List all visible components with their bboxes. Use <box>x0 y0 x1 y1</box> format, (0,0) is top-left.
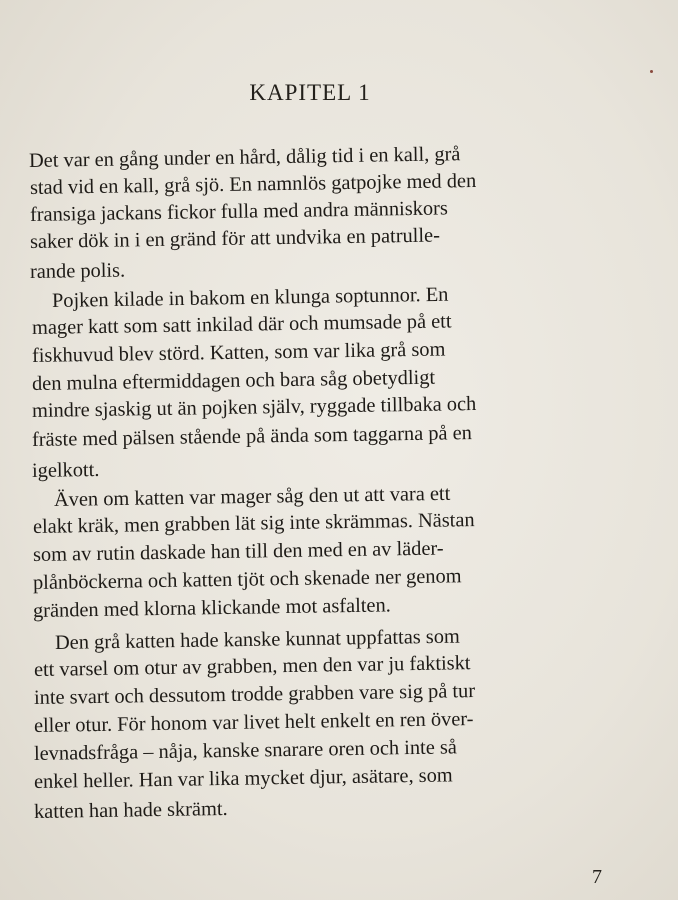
text-line: fiskhuvud blev störd. Katten, som var lika grå som <box>31 338 446 367</box>
text-line: ett varsel om otur av grabben, men den var ju faktiskt <box>33 652 471 681</box>
paper-speck <box>650 70 653 73</box>
text-line: Pojken kilade in bakom en klunga soptunnor. En <box>51 283 449 312</box>
text-line: Även om katten var mager såg den ut att vara ett <box>53 482 451 511</box>
page-number: 7 <box>592 866 602 888</box>
text-line: plånböckerna och katten tjöt och skenade ner genom <box>32 565 462 594</box>
text-line: gränden med klorna klickande mot asfalten. <box>32 594 391 622</box>
text-line: mindre sjaskig ut än pojken själv, ryggade tillbaka och <box>31 393 477 422</box>
text-line: rande polis. <box>29 259 126 283</box>
text-line: fräste med pälsen stående på ända som taggarna på en <box>31 422 473 451</box>
text-line: saker dök in i en gränd för att undvika en patrulle- <box>29 224 441 253</box>
text-line: elakt kräk, men grabben lät sig inte skrämmas. Nästan <box>32 509 475 538</box>
text-line: Det var en gång under en hård, dålig tid i en kall, grå <box>28 143 461 172</box>
text-line: katten han hade skrämt. <box>33 797 228 823</box>
text-line: inte svart och dessutom trodde grabben vare sig på tur <box>33 680 476 709</box>
text-line: enkel heller. Han var lika mycket djur, asätare, som <box>33 764 453 793</box>
text-line: Den grå katten hade kanske kunnat uppfattas som <box>54 625 460 654</box>
text-line: igelkott. <box>31 458 100 482</box>
text-line: levnadsfråga – nåja, kanske snarare oren och inte så <box>33 736 458 765</box>
text-line: eller otur. För honom var livet helt enkelt en ren över- <box>33 708 474 737</box>
text-line: den mulna eftermiddagen och bara såg obetydligt <box>31 366 436 395</box>
text-line: fransiga jackans fickor fulla med andra människors <box>29 197 448 226</box>
text-line: som av rutin daskade han till den med en av läder- <box>32 537 444 566</box>
chapter-title: KAPITEL 1 <box>249 80 371 105</box>
text-line: mager katt som satt inkilad där och mumsade på ett <box>31 310 452 339</box>
text-line: stad vid en kall, grå sjö. En namnlös gatpojke med den <box>29 169 477 199</box>
